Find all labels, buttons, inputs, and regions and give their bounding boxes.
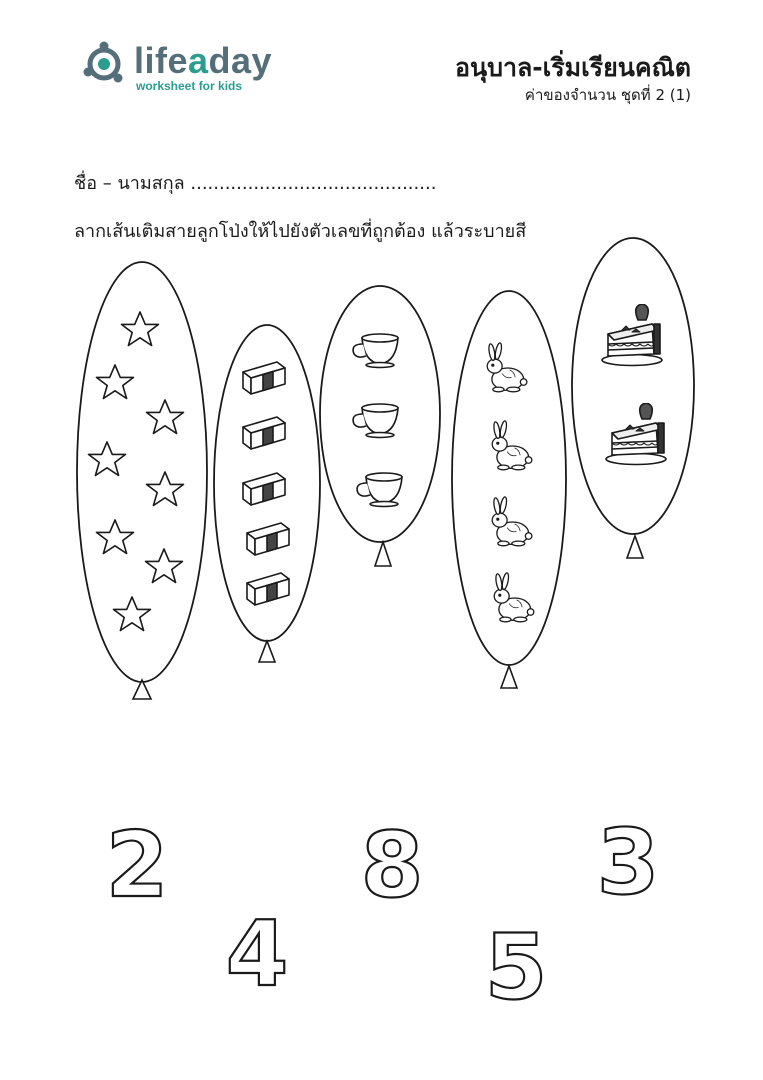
cup-icon <box>357 473 402 507</box>
name-field-line[interactable]: ชื่อ – นามสกุล ........................................... <box>74 173 437 194</box>
star-icon <box>147 472 184 506</box>
rabbit-icon <box>492 420 532 469</box>
cake-icon <box>602 304 662 366</box>
eraser-icon <box>247 573 289 605</box>
number-option[interactable]: 2 <box>105 813 169 918</box>
balloon-cups <box>320 286 440 566</box>
cake-icon <box>606 403 666 465</box>
rabbit-icon <box>492 496 532 545</box>
number-option[interactable]: 3 <box>596 810 660 915</box>
star-icon <box>146 549 183 583</box>
eraser-icon <box>247 523 289 555</box>
logo-tagline: worksheet for kids <box>136 79 243 93</box>
balloon-erasers <box>214 325 320 662</box>
star-icon <box>147 400 184 434</box>
balloon-rabbits <box>452 291 566 688</box>
rabbit-icon <box>487 342 527 391</box>
eraser-icon <box>243 362 285 394</box>
cup-icon <box>353 334 398 368</box>
page-title: อนุบาล-เริ่มเรียนคณิต <box>454 53 691 82</box>
star-icon <box>89 442 126 476</box>
number-option[interactable]: 4 <box>225 902 289 1007</box>
logo-wordmark: lifeaday <box>134 40 273 81</box>
star-icon <box>97 365 134 399</box>
cup-icon <box>353 404 398 438</box>
balloon-cakes <box>572 238 694 558</box>
balloon-stars <box>77 262 207 699</box>
star-icon <box>97 520 134 554</box>
star-icon <box>122 312 159 346</box>
eraser-icon <box>243 473 285 505</box>
instruction-text: ลากเส้นเติมสายลูกโป่งให้ไปยังตัวเลขที่ถูกต้อง แล้วระบายสี <box>74 221 527 242</box>
number-option[interactable]: 8 <box>360 813 424 918</box>
star-icon <box>114 597 151 631</box>
eraser-icon <box>243 417 285 449</box>
number-option[interactable]: 5 <box>484 915 548 1020</box>
page-subtitle: ค่าของจำนวน ชุดที่ 2 (1) <box>524 86 691 104</box>
rabbit-icon <box>494 572 534 621</box>
